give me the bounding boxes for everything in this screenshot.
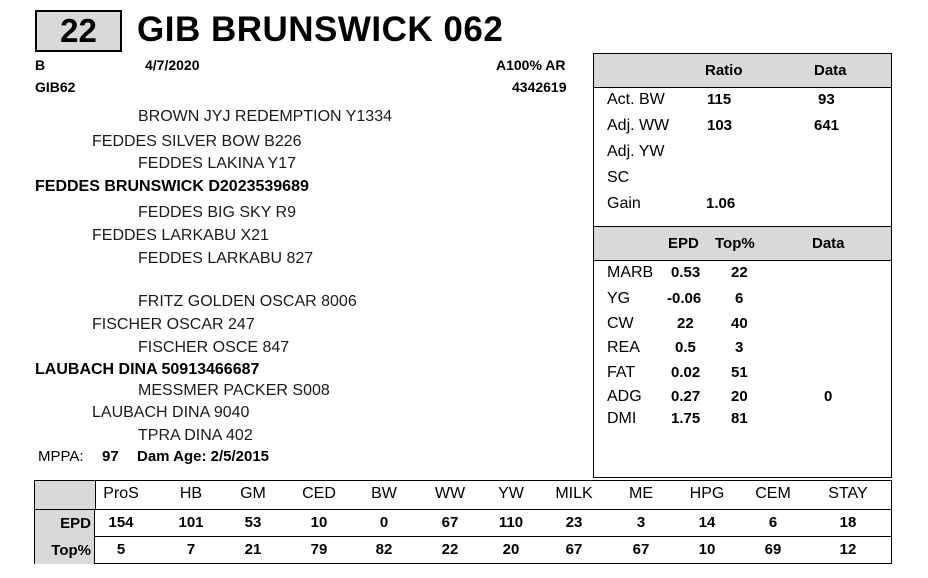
- sire-sire: FEDDES SILVER BOW B226: [92, 133, 302, 150]
- epd-value: 23: [565, 514, 583, 531]
- dam-dam-sire: MESSMER PACKER S008: [138, 382, 330, 399]
- carcass-epd: 0.53: [671, 264, 701, 281]
- carcass-label: ADG: [607, 388, 642, 405]
- column-header: ME: [629, 485, 653, 502]
- lot-number: 22: [35, 10, 122, 52]
- column-header: WW: [434, 485, 466, 502]
- column-header: HPG: [689, 485, 725, 502]
- carcass-top: 20: [731, 388, 748, 405]
- birth-date: 4/7/2020: [145, 57, 200, 73]
- top-value: 10: [698, 541, 716, 558]
- carcass-epd: 0.5: [675, 339, 696, 356]
- epd-value: 6: [768, 514, 778, 531]
- ratio-header: [594, 54, 891, 88]
- top-value: 20: [502, 541, 520, 558]
- carcass-top: 40: [731, 315, 748, 332]
- column-header: ProS: [103, 485, 139, 502]
- carcass-data-col-label: Data: [812, 235, 845, 252]
- dam-dam-dam: TPRA DINA 402: [138, 427, 253, 444]
- epd-value: 0: [379, 514, 389, 531]
- epd-value: 14: [698, 514, 716, 531]
- carcass-epd: 0.27: [671, 388, 701, 405]
- column-header: MILK: [555, 485, 593, 502]
- dam-sire-sire: FRITZ GOLDEN OSCAR 8006: [138, 293, 357, 310]
- top-row-label: Top%: [35, 537, 95, 564]
- top-value: 22: [441, 541, 459, 558]
- epd-value: 110: [498, 514, 524, 531]
- perf-label: Adj. YW: [607, 143, 665, 160]
- epd-value: 3: [636, 514, 646, 531]
- top-value: 5: [116, 541, 126, 558]
- row-divider: [35, 536, 891, 537]
- carcass-label: CW: [607, 315, 634, 332]
- dam-dam: LAUBACH DINA 9040: [92, 404, 250, 421]
- carcass-data: 0: [824, 388, 833, 405]
- carcass-top: 51: [731, 364, 748, 381]
- carcass-epd: 22: [677, 315, 694, 332]
- top-value: 21: [244, 541, 262, 558]
- sire-dam-sire: FEDDES BIG SKY R9: [138, 204, 296, 221]
- carcass-top: 81: [731, 410, 748, 427]
- epd-value: 154: [108, 514, 134, 531]
- perf-label: Adj. WW: [607, 117, 670, 134]
- perf-label: SC: [607, 169, 630, 186]
- registration-number: 4342619: [512, 79, 567, 95]
- data-col-label: Data: [814, 62, 847, 79]
- performance-panel: [593, 53, 892, 478]
- epd-value: 67: [441, 514, 459, 531]
- registration-type: A100% AR: [496, 57, 566, 73]
- tag-id: GIB62: [35, 79, 76, 95]
- column-header: HB: [179, 485, 203, 502]
- animal-name: GIB BRUNSWICK 062: [137, 10, 504, 49]
- top-value: 67: [565, 541, 583, 558]
- carcass-epd: 0.02: [671, 364, 701, 381]
- carcass-epd: 1.75: [671, 410, 701, 427]
- carcass-top: 22: [731, 264, 748, 281]
- carcass-label: MARB: [607, 264, 654, 281]
- mppa-value: 97: [102, 448, 119, 465]
- sire-dam-dam: FEDDES LARKABU 827: [138, 250, 314, 267]
- epd-value: 53: [244, 514, 262, 531]
- carcass-label: FAT: [607, 364, 636, 381]
- row-divider: [35, 509, 891, 510]
- table-corner: [35, 481, 96, 509]
- sire-sire-dam: FEDDES LAKINA Y17: [138, 155, 296, 172]
- top-value: 7: [186, 541, 196, 558]
- carcass-epd: -0.06: [667, 290, 702, 307]
- epd-summary-table: [34, 480, 892, 564]
- column-header: GM: [240, 485, 266, 502]
- dam-sire: FISCHER OSCAR 247: [92, 316, 255, 333]
- perf-ratio: 103: [707, 117, 733, 134]
- column-header: CEM: [755, 485, 791, 502]
- epd-col-label: EPD: [668, 235, 699, 252]
- sire: FEDDES BRUNSWICK D2023539689: [35, 178, 309, 195]
- column-header: BW: [371, 485, 397, 502]
- dam-sire-dam: FISCHER OSCE 847: [138, 339, 290, 356]
- ratio-col-label: Ratio: [705, 62, 743, 79]
- top-value: 79: [310, 541, 328, 558]
- perf-data: 93: [818, 91, 835, 108]
- column-header: STAY: [828, 485, 868, 502]
- epd-value: 101: [178, 514, 204, 531]
- perf-label: Act. BW: [607, 91, 665, 108]
- mppa-label: MPPA:: [38, 448, 84, 465]
- sex: B: [35, 57, 46, 73]
- top-value: 12: [839, 541, 857, 558]
- top-value: 82: [375, 541, 393, 558]
- carcass-label: DMI: [607, 410, 637, 427]
- column-header: YW: [498, 485, 524, 502]
- sire-sire-sire: BROWN JYJ REDEMPTION Y1334: [138, 108, 392, 125]
- carcass-top: 3: [735, 339, 744, 356]
- perf-data: 641: [814, 117, 840, 134]
- perf-ratio: 1.06: [706, 195, 736, 212]
- epd-value: 10: [310, 514, 328, 531]
- top-value: 69: [764, 541, 782, 558]
- column-header: CED: [302, 485, 336, 502]
- epd-header: [594, 226, 891, 261]
- epd-value: 18: [839, 514, 857, 531]
- carcass-label: YG: [607, 290, 631, 307]
- top-col-label: Top%: [715, 235, 755, 252]
- carcass-top: 6: [735, 290, 744, 307]
- sire-dam: FEDDES LARKABU X21: [92, 227, 269, 244]
- epd-row-label: EPD: [35, 510, 95, 537]
- perf-ratio: 115: [707, 91, 732, 108]
- perf-label: Gain: [607, 195, 641, 212]
- dam-age: Dam Age: 2/5/2015: [137, 448, 270, 465]
- top-value: 67: [632, 541, 650, 558]
- carcass-label: REA: [607, 339, 640, 356]
- dam: LAUBACH DINA 50913466687: [35, 361, 260, 378]
